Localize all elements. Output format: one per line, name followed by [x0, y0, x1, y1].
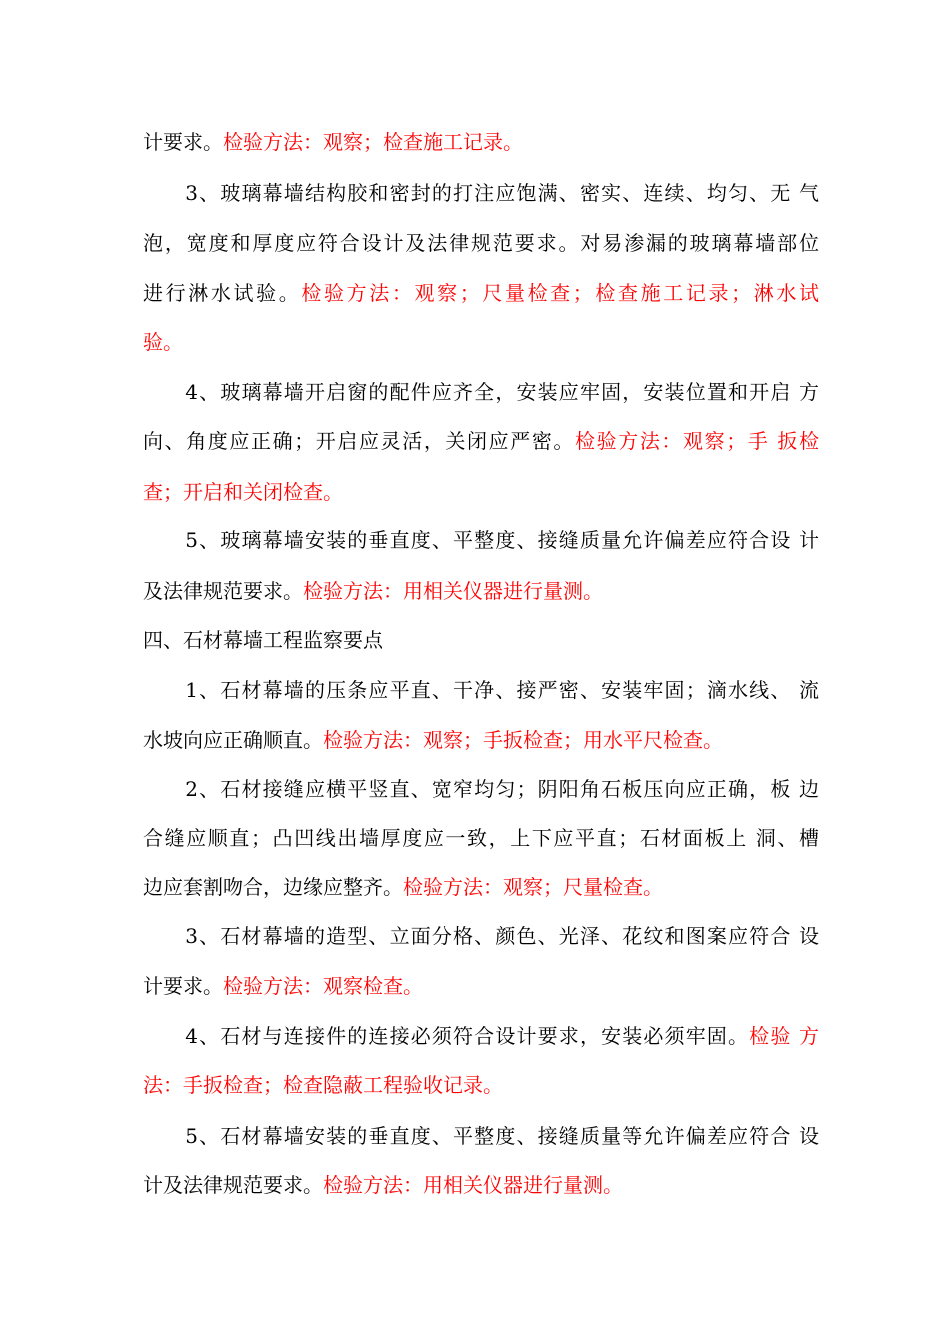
text-line: [143, 970, 819, 1002]
text-line: [143, 126, 819, 158]
text-line: [143, 1169, 819, 1201]
body-text: 向、角度应正确；开启应灵活，关闭应严密。: [143, 429, 576, 453]
body-text: 四、石材幕墙工程监察要点: [143, 628, 383, 652]
text-line: [143, 326, 819, 358]
inspection-method-text: 检验方法：观察；手 扳检: [575, 429, 819, 453]
inspection-method-text: 检验方法：用相关仪器进行量测。: [303, 579, 603, 603]
inspection-method-text: 验。: [143, 330, 183, 354]
body-text: 3、玻璃幕墙结构胶和密封的打注应饱满、密实、连续、均匀、无 气: [143, 181, 819, 205]
body-text: 计及法律规范要求。: [143, 1173, 323, 1197]
text-line: [143, 773, 819, 805]
body-text: 水坡向应正确顺直。: [143, 728, 323, 752]
inspection-method-text: 检验方法：观察；尺量检查。: [403, 875, 663, 899]
body-text: 5、玻璃幕墙安装的垂直度、平整度、接缝质量允许偏差应符合设 计: [143, 528, 819, 552]
inspection-method-text: 查；开启和关闭检查。: [143, 480, 343, 504]
text-line: [143, 476, 819, 508]
inspection-method-text: 检验方法：观察检查。: [223, 974, 423, 998]
text-line: [143, 624, 819, 656]
body-text: 边应套割吻合，边缘应整齐。: [143, 875, 403, 899]
text-line: [143, 871, 819, 903]
text-line: [143, 822, 819, 854]
text-line: [143, 674, 819, 706]
inspection-method-text: 检验 方: [749, 1024, 819, 1048]
body-text: 1、石材幕墙的压条应平直、干净、接严密、安装牢固；滴水线、 流: [143, 678, 819, 702]
text-line: [143, 1020, 819, 1052]
text-line: [143, 920, 819, 952]
body-text: 计要求。: [143, 974, 223, 998]
inspection-method-text: 检验方法：观察；检查施工记录。: [223, 130, 523, 154]
text-line: [143, 376, 819, 408]
body-text: 2、石材接缝应横平竖直、宽窄均匀；阴阳角石板压向应正确，板 边: [143, 777, 819, 801]
body-text: 及法律规范要求。: [143, 579, 303, 603]
text-line: [143, 724, 819, 756]
text-line: [143, 1069, 819, 1101]
text-line: [143, 575, 819, 607]
text-line: [143, 277, 819, 309]
body-text: 进行淋水试验。: [143, 281, 302, 305]
inspection-method-text: 检验方法：观察；尺量检查；检查施工记录；淋水试: [301, 281, 819, 305]
text-line: [143, 177, 819, 209]
text-line: [143, 1120, 819, 1152]
body-text: 泡，宽度和厚度应符合设计及法律规范要求。对易渗漏的玻璃幕墙部位: [143, 231, 819, 255]
body-text: 计要求。: [143, 130, 223, 154]
body-text: 5、石材幕墙安装的垂直度、平整度、接缝质量等允许偏差应符合 设: [143, 1124, 819, 1148]
inspection-method-text: 法：手扳检查；检查隐蔽工程验收记录。: [143, 1073, 503, 1097]
body-text: 合缝应顺直；凸凹线出墙厚度应一致，上下应平直；石材面板上 洞、槽: [143, 826, 819, 850]
body-text: 4、石材与连接件的连接必须符合设计要求，安装必须牢固。: [143, 1024, 750, 1048]
text-line: [143, 425, 819, 457]
body-text: 3、石材幕墙的造型、立面分格、颜色、光泽、花纹和图案应符合 设: [143, 924, 819, 948]
inspection-method-text: 检验方法：用相关仪器进行量测。: [323, 1173, 623, 1197]
text-line: [143, 227, 819, 259]
text-line: [143, 524, 819, 556]
inspection-method-text: 检验方法：观察；手扳检查；用水平尺检查。: [323, 728, 723, 752]
body-text: 4、玻璃幕墙开启窗的配件应齐全，安装应牢固，安装位置和开启 方: [143, 380, 819, 404]
